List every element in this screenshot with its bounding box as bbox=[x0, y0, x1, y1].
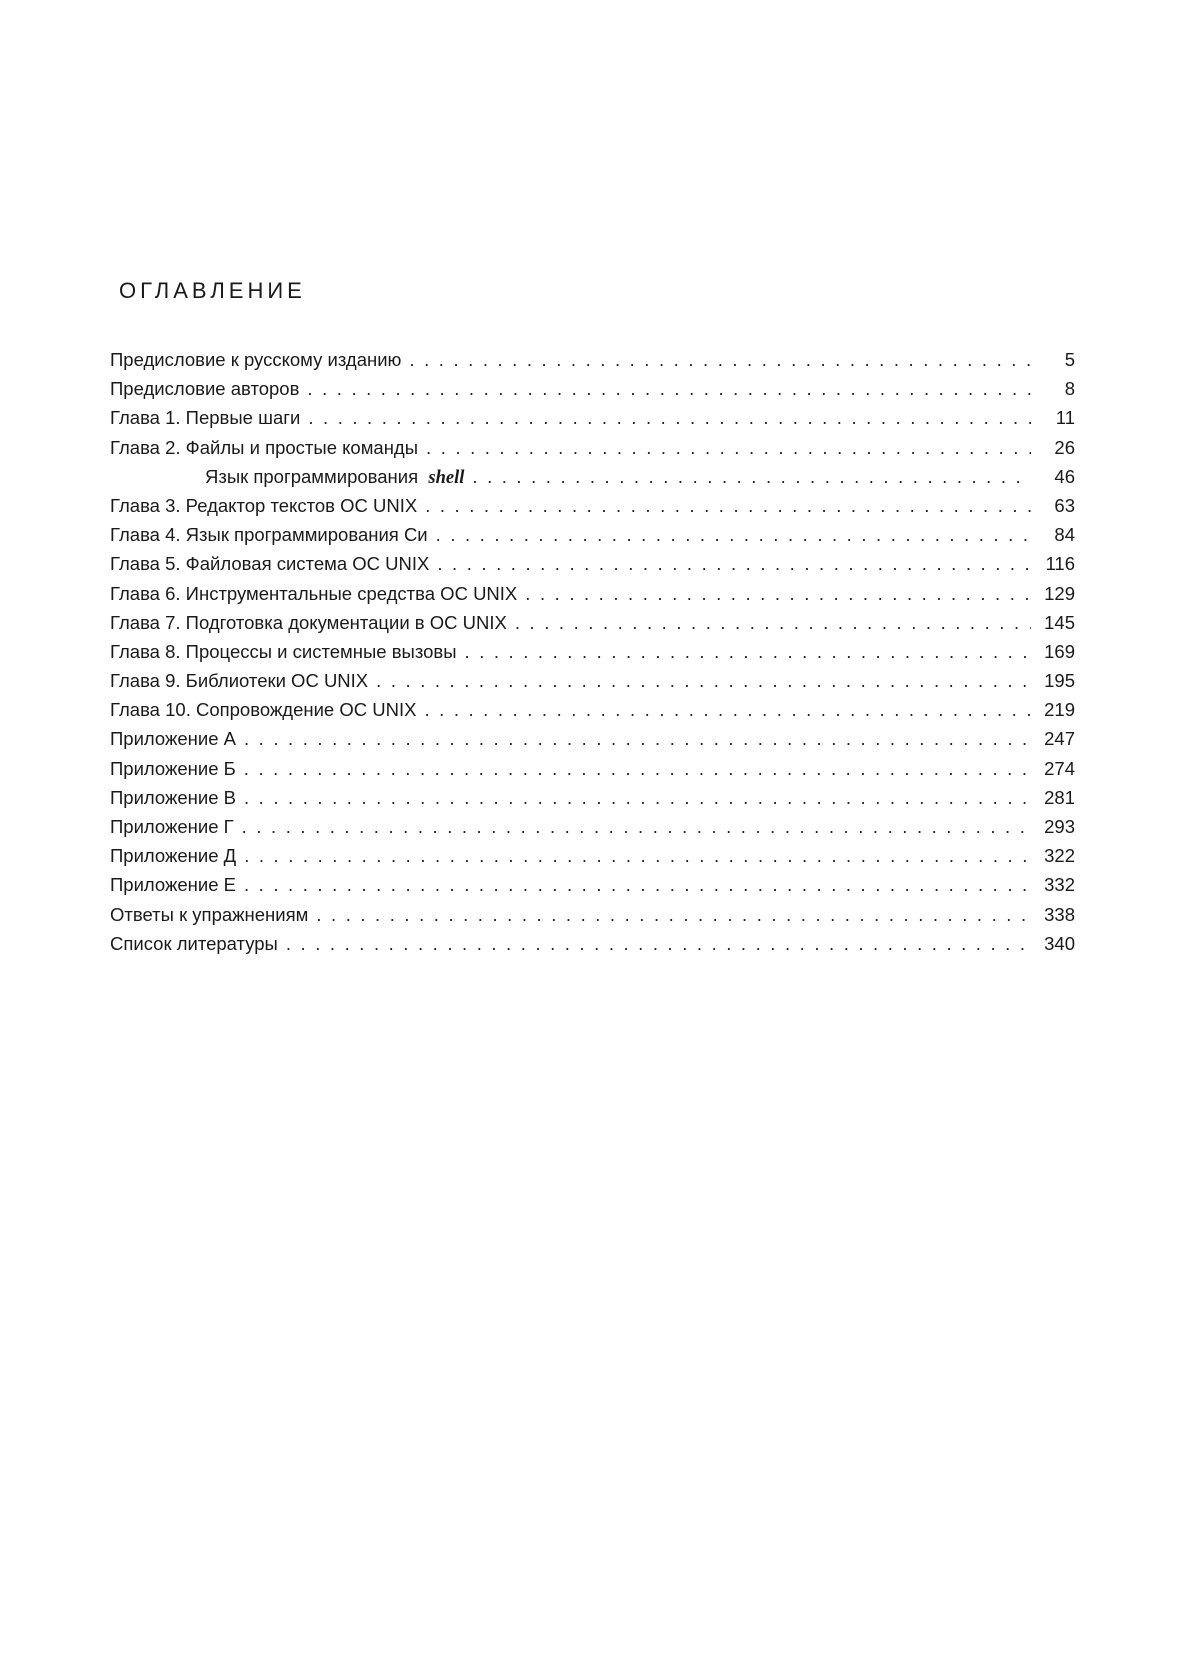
toc-entry bbox=[110, 841, 1075, 870]
toc-entry-title: Список литературы bbox=[110, 932, 278, 954]
toc-entry-title: Ответы к упражнениям bbox=[110, 903, 309, 925]
toc-entry-title: Приложение Б bbox=[110, 757, 236, 779]
dot-leader bbox=[426, 433, 1031, 462]
dot-leader bbox=[242, 812, 1031, 841]
toc-entry-page: 281 bbox=[1044, 786, 1075, 808]
toc-entry-page: 340 bbox=[1044, 932, 1075, 954]
toc-entry-page: 219 bbox=[1044, 699, 1075, 721]
dot-leader bbox=[437, 549, 1031, 578]
toc-entry bbox=[110, 608, 1075, 637]
toc-entry-title: Глава 3. Редактор текстов ОС UNIX bbox=[110, 494, 418, 516]
toc-entry-subsection bbox=[110, 462, 1075, 491]
toc-entry bbox=[110, 579, 1075, 608]
toc-entry-page: 26 bbox=[1054, 436, 1075, 458]
toc-entry-page: 332 bbox=[1044, 874, 1075, 896]
toc-entry-page: 84 bbox=[1054, 524, 1075, 546]
toc-entry-page: 8 bbox=[1064, 378, 1075, 400]
toc-entry-title: Приложение Г bbox=[110, 816, 234, 837]
toc-entry-title: Глава 9. Библиотеки ОС UNIX bbox=[110, 670, 369, 692]
toc-entry bbox=[110, 637, 1075, 666]
toc-entry bbox=[110, 900, 1075, 929]
toc-entry-title-main: Язык программирования bbox=[205, 465, 419, 487]
toc-entry-title: Приложение А bbox=[110, 728, 236, 750]
toc-entry-page: 247 bbox=[1044, 728, 1075, 750]
toc-entry bbox=[110, 666, 1075, 695]
toc-entry-title bbox=[110, 462, 464, 493]
toc-entry-title: Глава 8. Процессы и системные вызовы bbox=[110, 640, 457, 662]
toc-heading: ОГЛАВЛЕНИЕ bbox=[119, 278, 306, 303]
toc-entry-title: Приложение Е bbox=[110, 874, 236, 896]
toc-entry-page: 274 bbox=[1044, 757, 1075, 779]
dot-leader bbox=[515, 608, 1031, 637]
toc-entry bbox=[110, 695, 1075, 724]
toc-entry-page: 46 bbox=[1054, 465, 1075, 487]
toc-entry-page: 11 bbox=[1055, 407, 1075, 429]
toc-entry bbox=[110, 754, 1075, 783]
dot-leader bbox=[286, 929, 1031, 958]
toc-entry bbox=[110, 549, 1075, 578]
dot-leader bbox=[244, 870, 1031, 899]
toc-list bbox=[110, 345, 1075, 958]
toc-entry-page: 5 bbox=[1064, 349, 1075, 370]
toc-entry-title: Предисловие авторов bbox=[110, 378, 300, 400]
toc-entry-title: Приложение В bbox=[110, 786, 236, 808]
dot-leader bbox=[244, 783, 1031, 812]
dot-leader bbox=[308, 403, 1031, 432]
toc-entry-title: Глава 2. Файлы и простые команды bbox=[110, 436, 419, 458]
toc-entry-title: Глава 1. Первые шаги bbox=[110, 407, 301, 429]
toc-entry-page: 145 bbox=[1044, 611, 1075, 633]
toc-entry-title-italic: shell bbox=[428, 467, 465, 488]
toc-entry bbox=[110, 783, 1075, 812]
toc-entry-page: 338 bbox=[1044, 903, 1075, 925]
toc-entry-page: 293 bbox=[1044, 816, 1075, 837]
dot-leader bbox=[472, 462, 1031, 491]
toc-entry-page: 63 bbox=[1054, 494, 1075, 516]
toc-entry-title: Глава 10. Сопровождение ОС UNIX bbox=[110, 699, 417, 721]
toc-entry-page: 116 bbox=[1045, 553, 1075, 575]
toc-entry bbox=[110, 812, 1075, 841]
toc-entry bbox=[110, 724, 1075, 753]
toc-entry-page: 322 bbox=[1044, 845, 1075, 867]
dot-leader bbox=[307, 374, 1031, 403]
toc-entry-title: Глава 5. Файловая система ОС UNIX bbox=[110, 553, 430, 575]
toc-entry-page: 169 bbox=[1044, 640, 1075, 662]
toc-entry bbox=[110, 345, 1075, 374]
toc-entry-page: 195 bbox=[1044, 670, 1075, 692]
dot-leader bbox=[424, 695, 1031, 724]
toc-entry-page: 129 bbox=[1044, 582, 1075, 604]
toc-entry-title: Глава 6. Инструментальные средства ОС UNIX bbox=[110, 582, 518, 604]
toc-entry-title: Приложение Д bbox=[110, 845, 237, 867]
dot-leader bbox=[436, 520, 1031, 549]
toc-entry-title: Глава 7. Подготовка документации в ОС UNIX bbox=[110, 611, 507, 633]
toc-entry bbox=[110, 929, 1075, 958]
toc-entry-title: Предисловие к русскому изданию bbox=[110, 349, 402, 370]
dot-leader bbox=[525, 579, 1031, 608]
dot-leader bbox=[376, 666, 1031, 695]
toc-entry bbox=[110, 403, 1075, 432]
toc-entry bbox=[110, 374, 1075, 403]
dot-leader bbox=[425, 491, 1031, 520]
dot-leader bbox=[316, 900, 1031, 929]
toc-entry bbox=[110, 433, 1075, 462]
dot-leader bbox=[409, 345, 1031, 374]
toc-entry bbox=[110, 520, 1075, 549]
toc-entry-title: Глава 4. Язык программирования Си bbox=[110, 524, 428, 546]
dot-leader bbox=[465, 637, 1031, 666]
dot-leader bbox=[244, 724, 1031, 753]
dot-leader bbox=[244, 754, 1031, 783]
toc-entry bbox=[110, 491, 1075, 520]
dot-leader bbox=[244, 841, 1031, 870]
toc-entry bbox=[110, 870, 1075, 899]
